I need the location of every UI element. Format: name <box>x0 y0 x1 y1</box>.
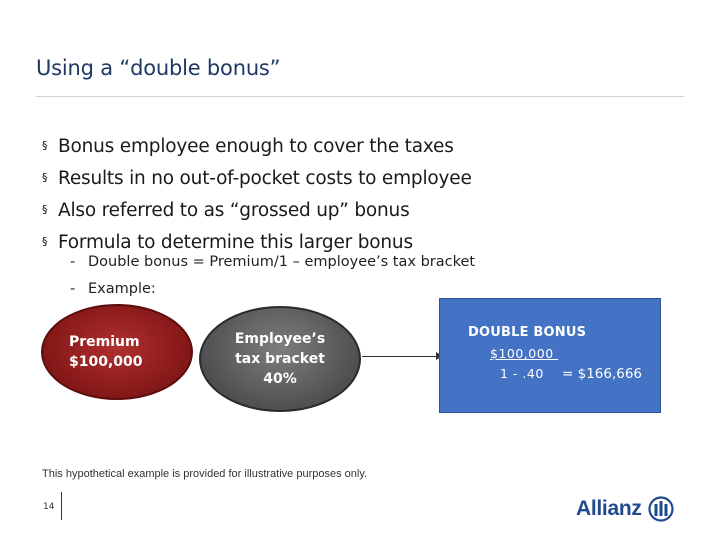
double-bonus-box <box>439 298 661 413</box>
double-bonus-denominator: 1 - .40 <box>500 366 544 381</box>
bullet-item <box>42 132 472 164</box>
bullet-text: Results in no out-of-pocket costs to employee <box>58 168 472 189</box>
bullet-marker: § <box>42 139 48 152</box>
bullet-marker: § <box>42 235 48 248</box>
page-number: 14 <box>43 502 55 512</box>
subbullet-marker: - <box>70 281 76 297</box>
bullet-item <box>42 164 472 196</box>
title-divider <box>36 96 684 97</box>
logo-wordmark: Allianz <box>576 497 642 520</box>
double-bonus-numerator: $100,000 <box>490 346 559 361</box>
tax-bracket-rate: 40% <box>263 371 297 387</box>
bullet-text: Also referred to as “grossed up” bonus <box>58 200 410 221</box>
tax-bracket-label-1: Employee’s <box>234 331 326 347</box>
bullet-item <box>42 196 472 228</box>
tax-bracket-label-2: tax bracket <box>235 351 325 367</box>
subbullet-marker: - <box>70 254 76 270</box>
footer-divider <box>61 492 62 520</box>
subbullet-text: Double bonus = Premium/1 – employee’s tax bracket <box>88 254 476 270</box>
arrow-line <box>362 356 442 357</box>
bullet-marker: § <box>42 171 48 184</box>
subbullet-text: Example: <box>88 281 156 297</box>
subbullet-list <box>70 249 475 303</box>
double-bonus-answer: = $166,666 <box>562 366 643 382</box>
tax-bracket-oval <box>199 306 361 412</box>
subbullet-item <box>70 276 475 303</box>
premium-label: Premium <box>69 334 140 350</box>
premium-amount: $100,000 <box>69 354 143 370</box>
bullet-marker: § <box>42 203 48 216</box>
double-bonus-title: DOUBLE BONUS <box>468 325 587 340</box>
disclaimer-text: This hypothetical example is provided for illustrative purposes only. <box>42 468 368 480</box>
slide-title: Using a “double bonus” <box>36 56 281 80</box>
allianz-eagle-icon <box>648 496 674 522</box>
allianz-logo <box>576 496 674 522</box>
bullet-list <box>42 132 472 260</box>
subbullet-item <box>70 249 475 276</box>
premium-oval <box>41 304 193 400</box>
bullet-text: Bonus employee enough to cover the taxes <box>58 136 454 157</box>
bullet-text: Formula to determine this larger bonus <box>58 232 413 253</box>
